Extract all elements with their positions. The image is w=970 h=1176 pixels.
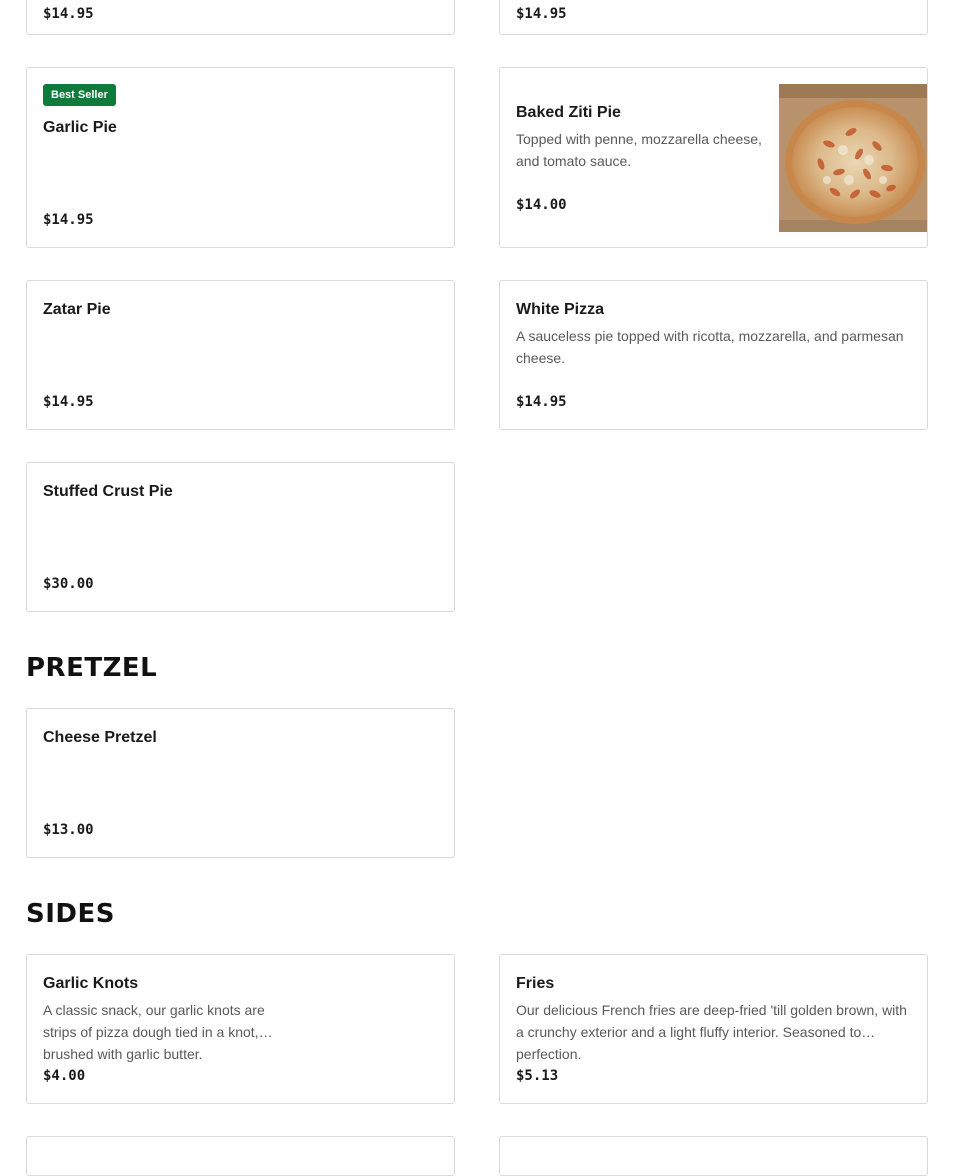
- item-name: White Pizza: [516, 301, 605, 318]
- item-price: $4.00: [43, 1068, 86, 1084]
- item-price: $14.95: [516, 6, 567, 22]
- item-price: $14.95: [516, 394, 567, 410]
- menu-item-white-pizza[interactable]: [499, 280, 928, 430]
- menu-item-card[interactable]: [499, 0, 928, 35]
- item-price: $14.95: [43, 394, 94, 410]
- menu-item-garlic-pie[interactable]: [26, 67, 455, 248]
- item-description: Topped with penne, mozzarella cheese, and tomato sauce.: [516, 131, 762, 169]
- item-description: A sauceless pie topped with ricotta, mozzarella, and parmesan cheese.: [516, 328, 904, 366]
- menu-item-zatar-pie[interactable]: [26, 280, 455, 430]
- item-name: Stuffed Crust Pie: [43, 483, 173, 500]
- section-title-sides: SIDES: [26, 899, 115, 929]
- item-name: Zatar Pie: [43, 301, 111, 318]
- pizza-photo: [779, 84, 927, 232]
- item-price: $14.00: [516, 197, 567, 213]
- menu-item-fries[interactable]: [499, 954, 928, 1104]
- item-price: $5.13: [516, 1068, 559, 1084]
- best-seller-badge: Best Seller: [43, 84, 116, 106]
- item-name: Garlic Knots: [43, 975, 139, 992]
- menu-item-card[interactable]: [26, 1136, 455, 1176]
- menu-item-stuffed-crust-pie[interactable]: [26, 462, 455, 612]
- item-price: $13.00: [43, 822, 94, 838]
- section-title-pretzel: PRETZEL: [26, 653, 158, 683]
- menu-item-baked-ziti-pie[interactable]: [499, 67, 928, 248]
- item-name: Cheese Pretzel: [43, 729, 157, 746]
- item-description: Our delicious French fries are deep-fried 'till golden brown, with a crunchy exterior and a light fluffy interior. Seasoned to perfection.: [516, 1002, 907, 1062]
- item-price: $14.95: [43, 6, 94, 22]
- item-name: Garlic Pie: [43, 119, 117, 136]
- menu-item-garlic-knots[interactable]: [26, 954, 455, 1104]
- menu-item-card[interactable]: [26, 0, 455, 35]
- item-name: Fries: [516, 975, 555, 992]
- item-description: A classic snack, our garlic knots are strips of pizza dough tied in a knot, brushed with garlic butter.: [43, 1002, 265, 1062]
- menu-item-cheese-pretzel[interactable]: [26, 708, 455, 858]
- item-name: Baked Ziti Pie: [516, 104, 621, 121]
- menu-item-card[interactable]: [499, 1136, 928, 1176]
- item-price: $14.95: [43, 212, 94, 228]
- item-price: $30.00: [43, 576, 94, 592]
